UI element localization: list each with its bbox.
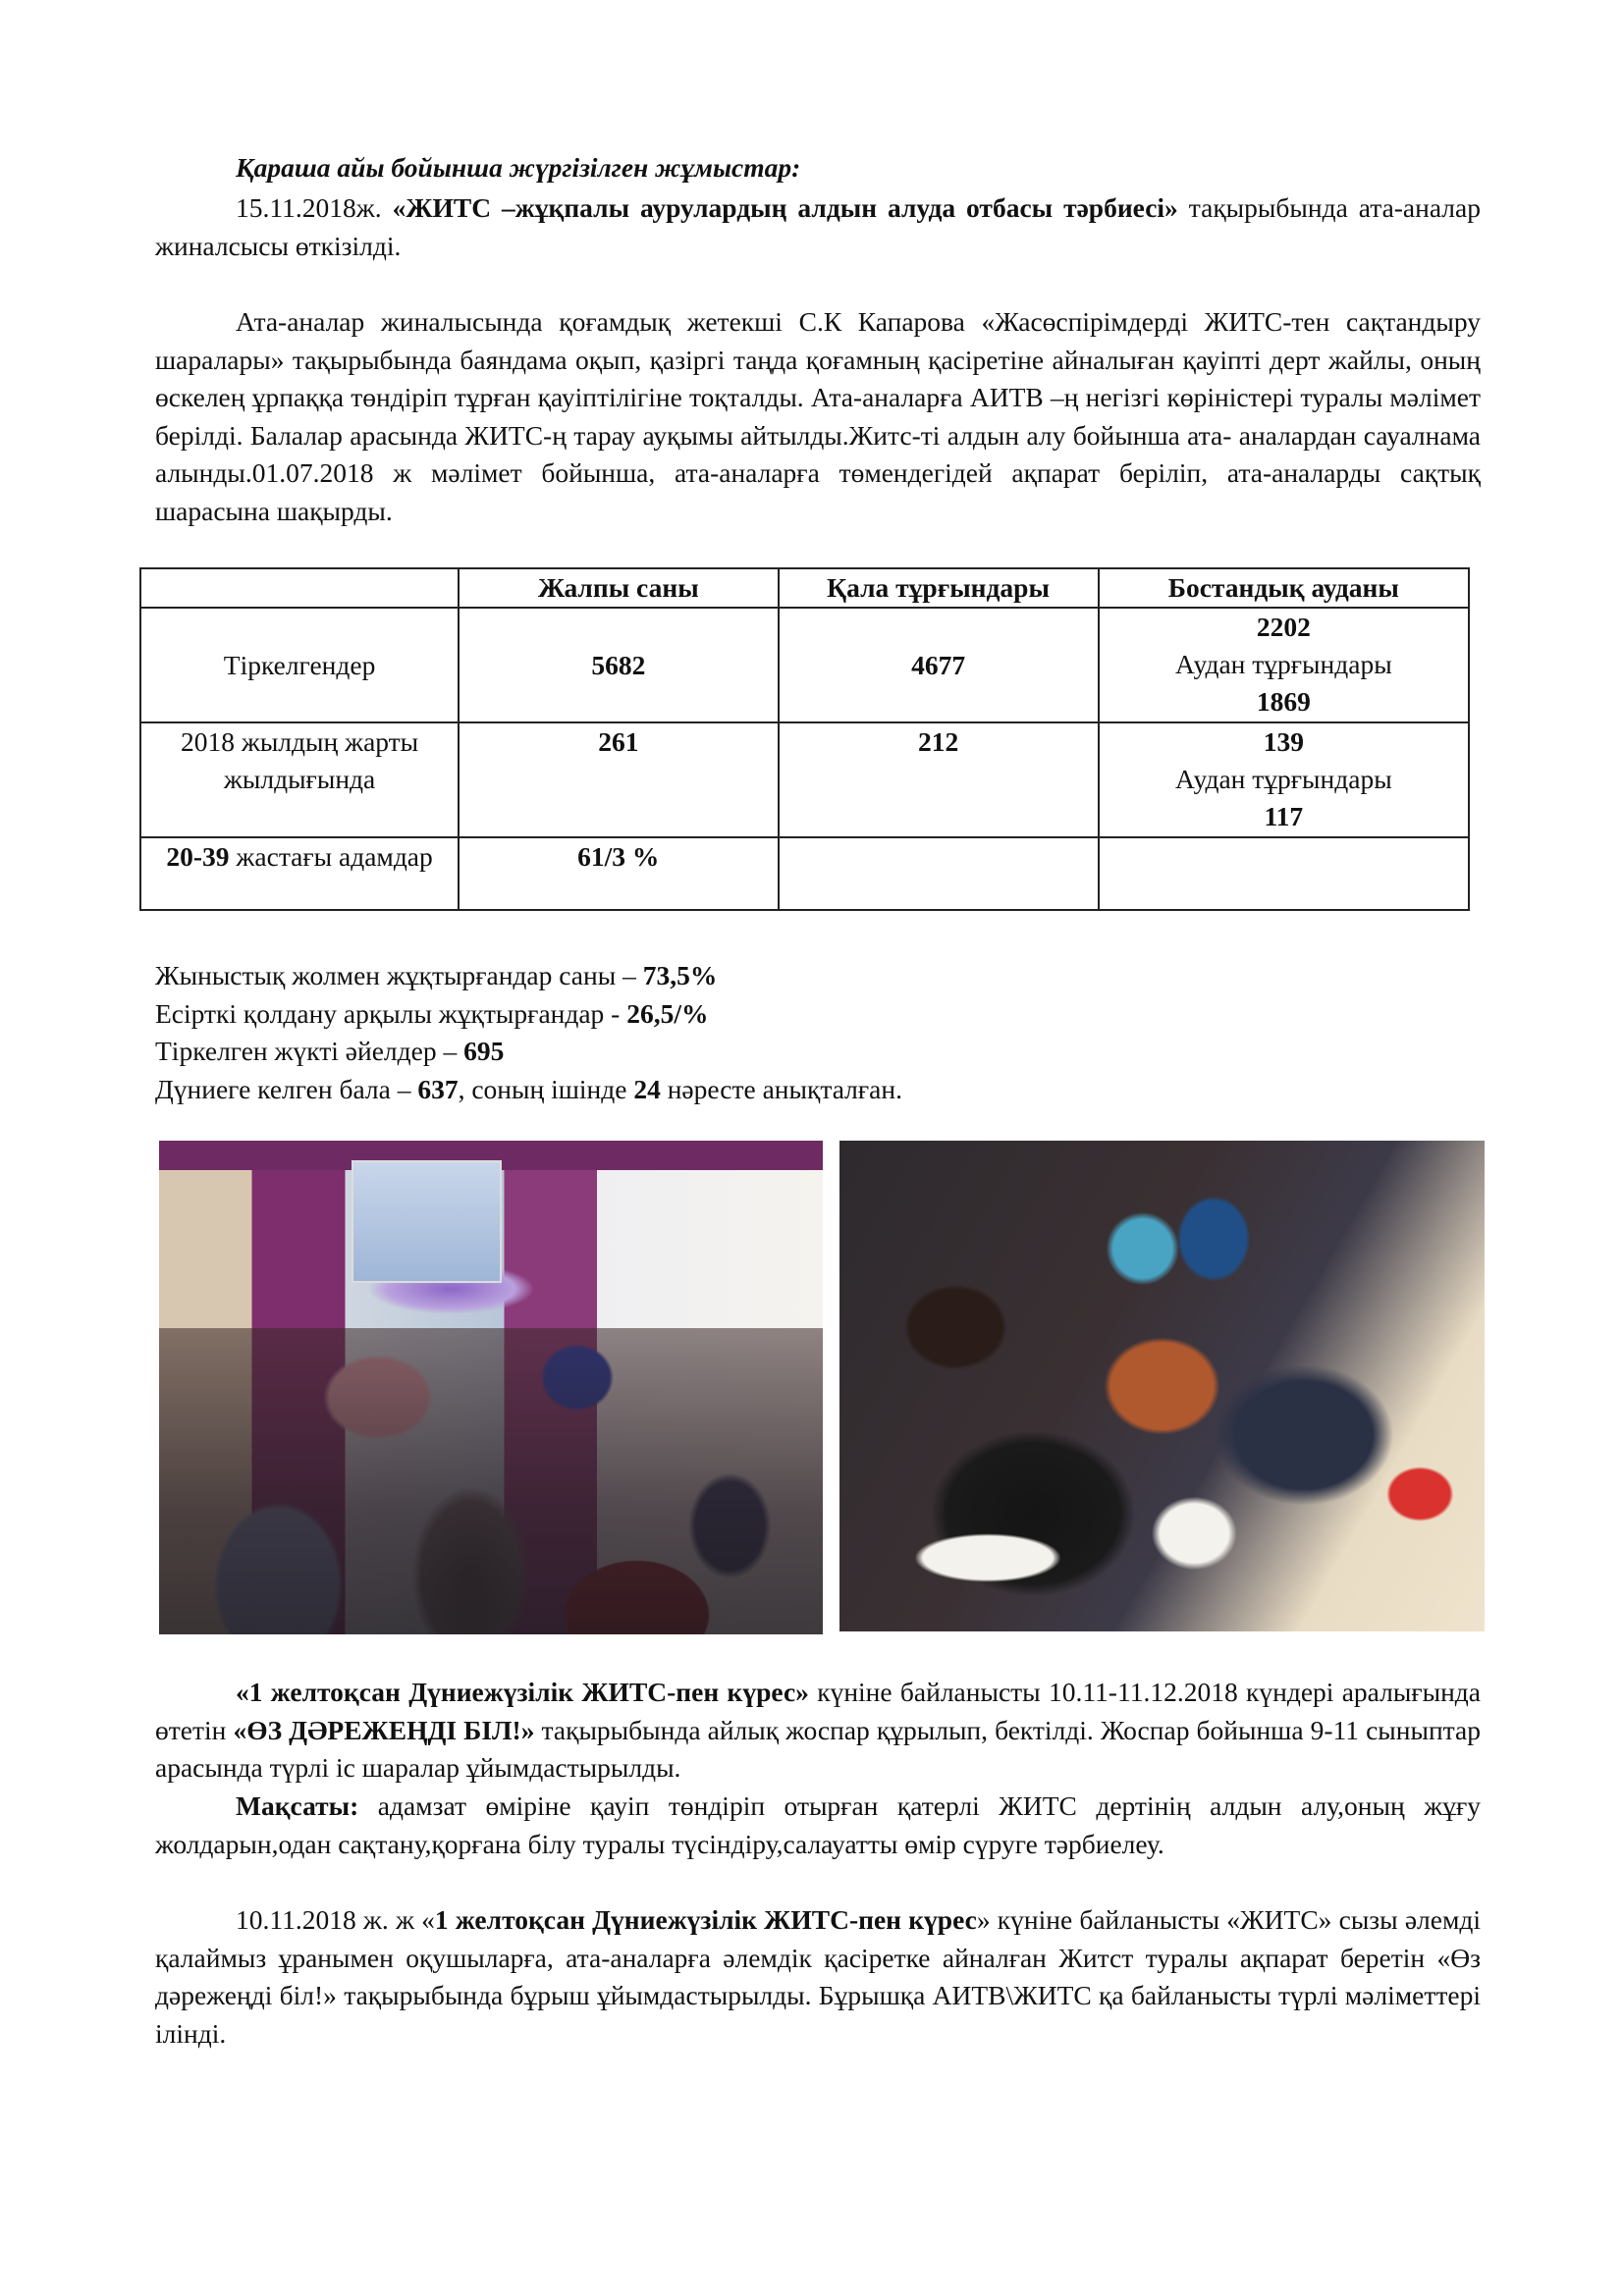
- row-city: 4677: [779, 608, 1099, 722]
- row-district: [1099, 608, 1469, 722]
- district-sub-label: Аудан тұрғындары: [1174, 649, 1392, 679]
- intro-rest: тақырыбында ата-аналар жиналсысы өткізілді.: [155, 192, 1481, 261]
- table-header-empty: [140, 568, 459, 608]
- row-district: [1099, 722, 1469, 837]
- table-header-total: Жалпы саны: [459, 568, 778, 608]
- district-value: 2202: [1256, 612, 1311, 642]
- table-row: [140, 837, 1469, 910]
- table-header-city: Қала тұрғындары: [779, 568, 1099, 608]
- district-sub-label: Аудан тұрғындары: [1174, 764, 1392, 794]
- table-header-row: [140, 568, 1469, 608]
- goal-paragraph: Мақсаты: адамзат өміріне қауіп төндіріп отырған қатерлі ЖИТС дертінің алдын алу,оның жұғу жолдарын,одан сақтану,қорғана білу туралы түсіндіру,салауатты өмір сүруге тәрбиелеу.: [155, 1790, 1481, 1859]
- goal-label: Мақсаты:: [236, 1790, 359, 1821]
- row-city: [779, 837, 1099, 910]
- table-header-district: Бостандық ауданы: [1099, 568, 1469, 608]
- district-value: 139: [1263, 726, 1304, 757]
- district-sub-value: 1869: [1256, 686, 1311, 717]
- row-city: 212: [779, 722, 1099, 837]
- intro-paragraph: [155, 189, 1481, 265]
- intro-date: 15.11.2018ж.: [236, 192, 382, 223]
- row-total: 5682: [459, 608, 778, 722]
- fact-item: Дүниеге келген бала – 637, соның ішінде 24 нәресте анықталған.: [155, 1073, 902, 1104]
- parents-meeting-hall-photo: [159, 1141, 823, 1634]
- table-row: [140, 722, 1469, 837]
- plan-paragraph: «1 желтоқсан Дүниежүзілік ЖИТС-пен күрес» күніне байланысты 10.11-11.12.2018 күндері аралығында өтетін «ӨЗ ДӘРЕЖЕҢДІ БІЛ!» тақырыбында айлық жоспар құрылып, бектілді. Жоспар бойынша 9-11 сыныптар арасында түрлі іс шаралар ұйымдастырылды.: [155, 1677, 1482, 1783]
- row-label: 2018 жылдың жарты жылдығында: [140, 722, 459, 837]
- meeting-paragraph: Ата-аналар жиналысында қоғамдық жетекші С.К Капарова «Жасөспірімдерді ЖИТС-тен сақтандыру шаралары» тақырыбында баяндама оқып, қазіргі таңда қоғамның қасіретіне айналыған қауіпті дерт жайлы, оның өскелең ұрпаққа төндіріп тұрған қауіптілігіне тоқталды. Ата-аналарға АИТВ –ң негізгі көріністері туралы мәлімет берілді. Балалар арасында ЖИТС-ң тарау ауқымы айтылды.Житс-ті алдын алу бойынша ата- аналардан сауалнама алынды.01.07.2018 ж мәлімет бойынша, ата-аналарға төмендегідей ақпарат беріліп, ата-аналарды сақтық шарасына шақырды.: [155, 306, 1481, 526]
- row-label: Тіркелгендер: [140, 608, 459, 722]
- fact-item: Тіркелген жүкті әйелдер – 695: [155, 1036, 505, 1066]
- district-sub-value: 117: [1264, 801, 1304, 831]
- row-label: 20-39 жастағы адамдар: [140, 837, 459, 910]
- facts-list: [155, 957, 902, 1108]
- fact-item: Есірткі қолдану арқылы жұқтырғандар - 26,5/%: [155, 997, 709, 1029]
- parents-filling-survey-photo: [839, 1141, 1485, 1631]
- projector-screen: [352, 1160, 502, 1283]
- intro-title: «ЖИТС –жұқпалы аурулардың алдын алуда отбасы тәрбиесі»: [392, 192, 1178, 223]
- section-heading: Қараша айы бойынша жүргізілген жұмыстар:: [236, 152, 801, 183]
- table-row: [140, 608, 1469, 722]
- row-total: 261: [459, 722, 778, 837]
- fact-item: Жыныстық жолмен жұқтырғандар саны – 73,5%: [155, 960, 718, 990]
- row-district: [1099, 837, 1469, 910]
- hiv-statistics-table: [139, 567, 1470, 911]
- corner-paragraph: 10.11.2018 ж. ж «1 желтоқсан Дүниежүзілік ЖИТС-пен күрес» күніне байланысты «ЖИТС» сызы әлемді қалаймыз ұранымен оқушыларға, ата-аналарға әлемдік қасіретке айналған Житст туралы ақпарат беретін «Өз дәрежеңді біл!» тақырыбында бұрыш ұйымдастырылды. Бұрышқа АИТВ\ЖИТС қа байланысты түрлі мәліметтері ілінді.: [155, 1904, 1481, 2049]
- audience-area: [159, 1328, 823, 1634]
- row-total: 61/3 %: [459, 837, 778, 910]
